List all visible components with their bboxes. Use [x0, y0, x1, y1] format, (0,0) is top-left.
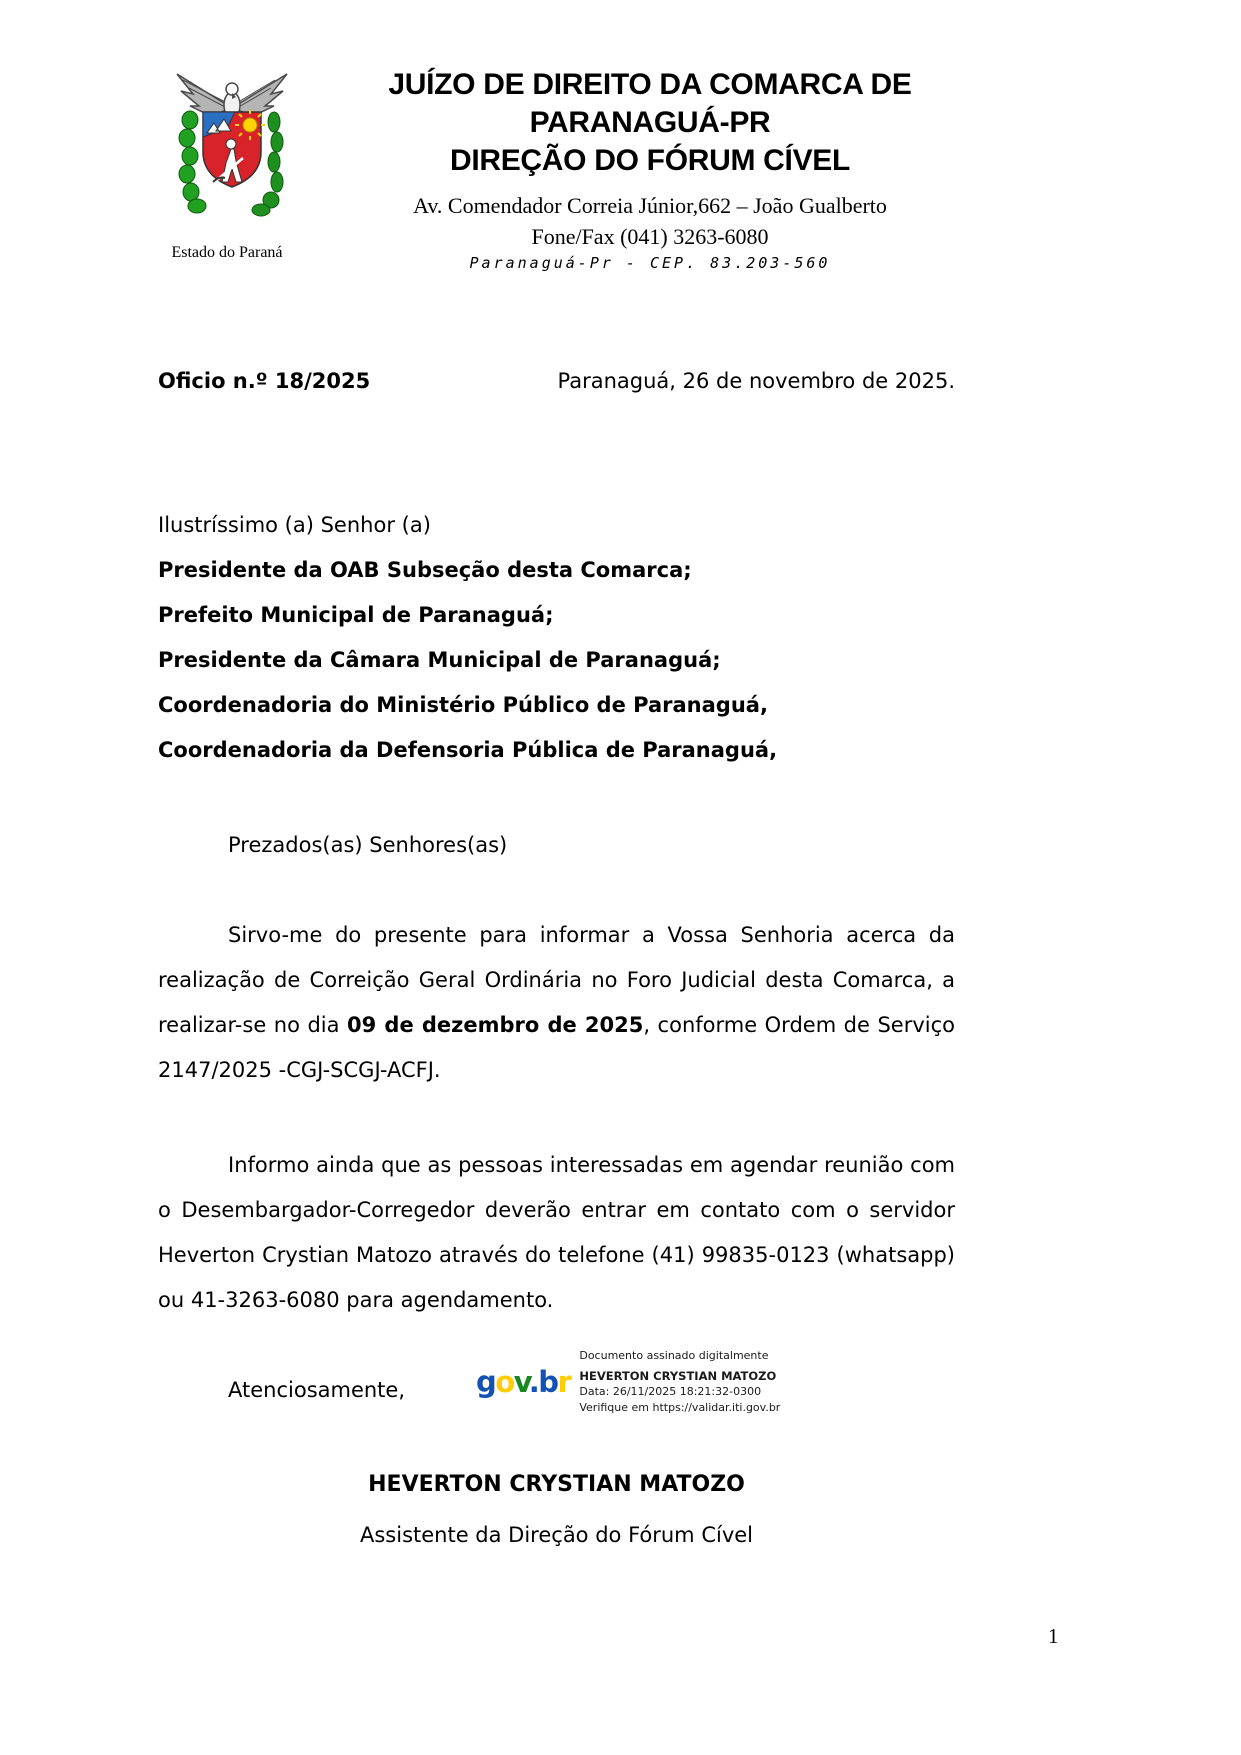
stamp-signed-digitally: Documento assinado digitalmente [579, 1349, 769, 1362]
govbr-letter: o [495, 1364, 514, 1399]
letterhead-phone: Fone/Fax (041) 3263-6080 [531, 224, 769, 249]
digital-signature-stamp [476, 1348, 780, 1416]
greeting: Prezados(as) Senhores(as) [228, 833, 508, 857]
govbr-letter: r [557, 1364, 571, 1399]
stamp-text [579, 1348, 780, 1416]
recipient-line: Coordenadoria da Defensoria Pública de Paranaguá, [158, 738, 778, 762]
letterhead-title-line3: DIREÇÃO DO FÓRUM CÍVEL [449, 144, 851, 177]
letterhead-title-line1: JUÍZO DE DIREITO DA COMARCA DE [388, 68, 912, 101]
paragraph-1 [158, 913, 955, 1093]
closing: Atenciosamente, [228, 1378, 406, 1402]
parana-coat-of-arms-icon [163, 64, 301, 222]
letterhead [320, 66, 980, 272]
stamp-verify-url: Verifique em https://validar.iti.gov.br [579, 1401, 781, 1414]
page-number: 1 [1048, 1624, 1059, 1648]
recipient-line: Presidente da Câmara Municipal de Paranaguá; [158, 648, 721, 672]
govbr-letter: b [538, 1364, 558, 1399]
paragraph-1-date-bold: 09 de dezembro de 2025 [347, 1013, 644, 1037]
letterhead-street: Av. Comendador Correia Júnior,662 – João Gualberto [413, 193, 887, 218]
state-caption: Estado do Paraná [171, 244, 283, 261]
signer-block [158, 1460, 955, 1560]
signer-role: Assistente da Direção do Fórum Cível [359, 1523, 753, 1547]
oficio-number: Oficio n.º 18/2025 [158, 369, 371, 393]
city-date: Paranaguá, 26 de novembro de 2025. [557, 369, 955, 393]
govbr-letter: . [528, 1364, 539, 1399]
recipient-line: Coordenadoria do Ministério Público de Paranaguá, [158, 693, 768, 717]
letterhead-address [320, 190, 980, 252]
letterhead-title [320, 66, 980, 180]
recipient-line: Prefeito Municipal de Paranaguá; [158, 603, 554, 627]
letterhead-title-line2: PARANAGUÁ-PR [529, 106, 771, 139]
govbr-letter: v [513, 1364, 529, 1399]
salutation: Ilustríssimo (a) Senhor (a) [158, 513, 431, 537]
signer-name: HEVERTON CRYSTIAN MATOZO [368, 1472, 745, 1497]
govbr-logo-icon [476, 1364, 571, 1399]
stamp-date: Data: 26/11/2025 18:21:32-0300 [579, 1385, 762, 1398]
paragraph-1-text-end: , conforme Ordem de Serviço 2147/2025 -CGJ-SCGJ-ACFJ. [158, 1013, 956, 1082]
paragraph-2: Informo ainda que as pessoas interessadas em agendar reunião com o Desembargador-Corregedor deverão entrar em contato com o servidor Heverton Crystian Matozo através do telefone (41) 99835-0123 (whatsapp) ou 41-3263-6080 para agendamento. [158, 1153, 955, 1312]
govbr-letter: g [476, 1364, 496, 1399]
reference-row [158, 366, 967, 396]
recipients-block [158, 503, 955, 773]
paragraph-1-text: Sirvo-me do presente para informar a Vossa Senhoria acerca da realização de Correição Geral Ordinária no Foro Judicial desta Comarca, a realizar-se no dia [158, 923, 955, 1037]
stamp-signer-name: HEVERTON CRYSTIAN MATOZO [579, 1369, 777, 1383]
letterhead-cep: Paranaguá-Pr - CEP. 83.203-560 [469, 254, 831, 272]
recipient-line: Presidente da OAB Subseção desta Comarca; [158, 558, 692, 582]
